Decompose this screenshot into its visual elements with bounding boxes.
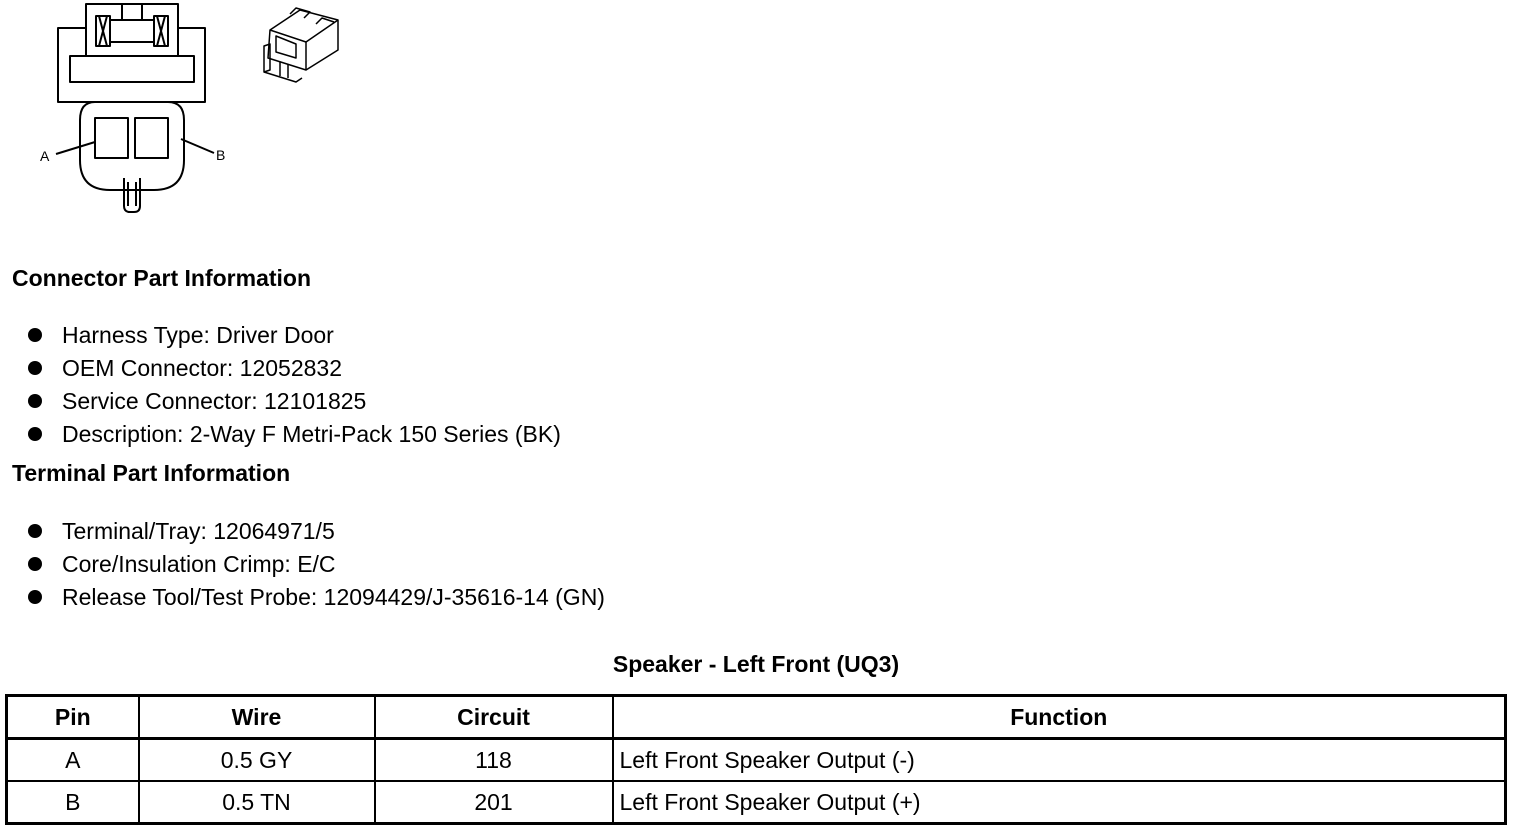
bullet-icon	[28, 524, 42, 538]
cell-pin: A	[7, 739, 139, 782]
list-item-text: Description: 2-Way F Metri-Pack 150 Series (BK)	[62, 420, 561, 447]
connector-diagram	[0, 0, 360, 220]
list-item-text: OEM Connector: 12052832	[62, 354, 343, 381]
list-item	[28, 580, 605, 613]
bullet-icon	[28, 361, 42, 375]
list-item-text: Terminal/Tray: 12064971/5	[62, 517, 335, 544]
column-header-pin: Pin	[7, 696, 139, 739]
cavity-b	[135, 118, 168, 158]
connector-part-info-list	[28, 318, 561, 450]
bullet-icon	[28, 394, 42, 408]
connector-face-view	[56, 4, 214, 212]
cell-pin: B	[7, 781, 139, 824]
list-item-text: Release Tool/Test Probe: 12094429/J-35616-14 (GN)	[62, 583, 605, 610]
connector-part-info-heading: Connector Part Information	[12, 265, 312, 291]
bullet-icon	[28, 590, 42, 604]
list-item	[28, 351, 561, 384]
cell-function: Left Front Speaker Output (+)	[613, 781, 1506, 824]
terminal-part-info-heading: Terminal Part Information	[12, 460, 291, 486]
list-item	[28, 547, 605, 580]
list-item	[28, 318, 561, 351]
bullet-icon	[28, 328, 42, 342]
column-header-circuit: Circuit	[375, 696, 613, 739]
table-row	[7, 781, 1506, 824]
cell-circuit: 201	[375, 781, 613, 824]
table-header-row	[7, 696, 1506, 739]
list-item-text: Service Connector: 12101825	[62, 387, 367, 414]
connector-isometric-view	[264, 8, 338, 82]
column-header-wire: Wire	[139, 696, 375, 739]
column-header-function: Function	[613, 696, 1506, 739]
table-title: Speaker - Left Front (UQ3)	[612, 651, 900, 677]
list-item-text: Core/Insulation Crimp: E/C	[62, 550, 336, 577]
list-item	[28, 417, 561, 450]
cell-wire: 0.5 GY	[139, 739, 375, 782]
list-item	[28, 514, 605, 547]
cell-wire: 0.5 TN	[139, 781, 375, 824]
cell-circuit: 118	[375, 739, 613, 782]
cavity-a	[95, 118, 128, 158]
list-item-text: Harness Type: Driver Door	[62, 321, 334, 348]
pin-label-b: B	[216, 147, 226, 163]
bullet-icon	[28, 427, 42, 441]
table-row	[7, 739, 1506, 782]
pinout-table	[5, 694, 1507, 825]
pin-label-a: A	[40, 148, 50, 164]
bullet-icon	[28, 557, 42, 571]
list-item	[28, 384, 561, 417]
cell-function: Left Front Speaker Output (-)	[613, 739, 1506, 782]
terminal-part-info-list	[28, 514, 605, 613]
